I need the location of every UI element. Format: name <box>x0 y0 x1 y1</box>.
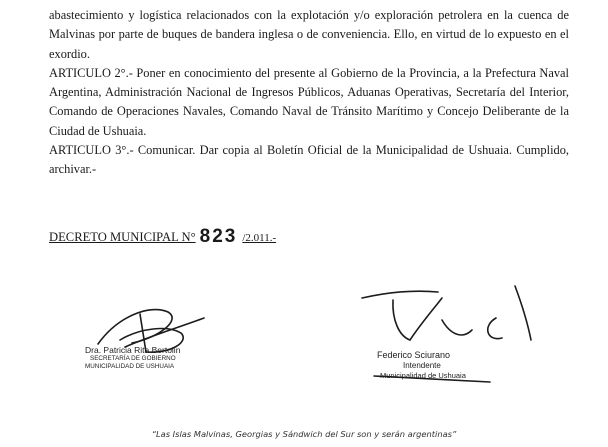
left-signer-name: Dra. Patricia Rita Bertolin <box>85 345 181 355</box>
decree-year: /2.011.- <box>242 232 277 244</box>
right-signer-org: Municipalidad de Ushuaia <box>380 371 466 380</box>
paragraph-articulo-2: ARTICULO 2°.- Poner en conocimiento del presente al Gobierno de la Provincia, a la Prefectura Naval Argentina, Administración Nacional de Ingresos Públicos, Aduanas Operativas, Secretaría del Interior, Comando de Operaciones Navales, Comando Naval de Tránsito Marítimo y Concejo Deliberante de la Ciudad de Ushuaia. <box>49 65 569 138</box>
left-signer-org: MUNICIPALIDAD DE USHUAIA <box>85 363 175 370</box>
decree-label: DECRETO MUNICIPAL N° <box>49 230 196 244</box>
right-signer-role: Intendente <box>403 361 441 370</box>
right-signer-name: Federico Sciurano <box>377 350 451 360</box>
paragraph-articulo-3: ARTICULO 3°.- Comunicar. Dar copia al Boletín Oficial de la Municipalidad de Ushuaia. Cumplido, archivar.- <box>49 143 569 177</box>
left-signature-block <box>85 345 215 371</box>
footer-motto: “Las Islas Malvinas, Georgias y Sándwich del Sur son y serán argentinas” <box>151 429 457 439</box>
left-signer-role: SECRETARÍA DE GOBIERNO <box>90 355 176 362</box>
paragraph-continuation: abastecimiento y logística relacionados con la explotación y/o exploración petrolera en la cuenca de Malvinas por parte de buques de bandera inglesa o de conveniencia. Ello, en virtud de lo expuesto en el exordio. <box>49 8 569 61</box>
decree-number: 823 <box>199 226 238 247</box>
right-signature-block <box>377 350 497 380</box>
